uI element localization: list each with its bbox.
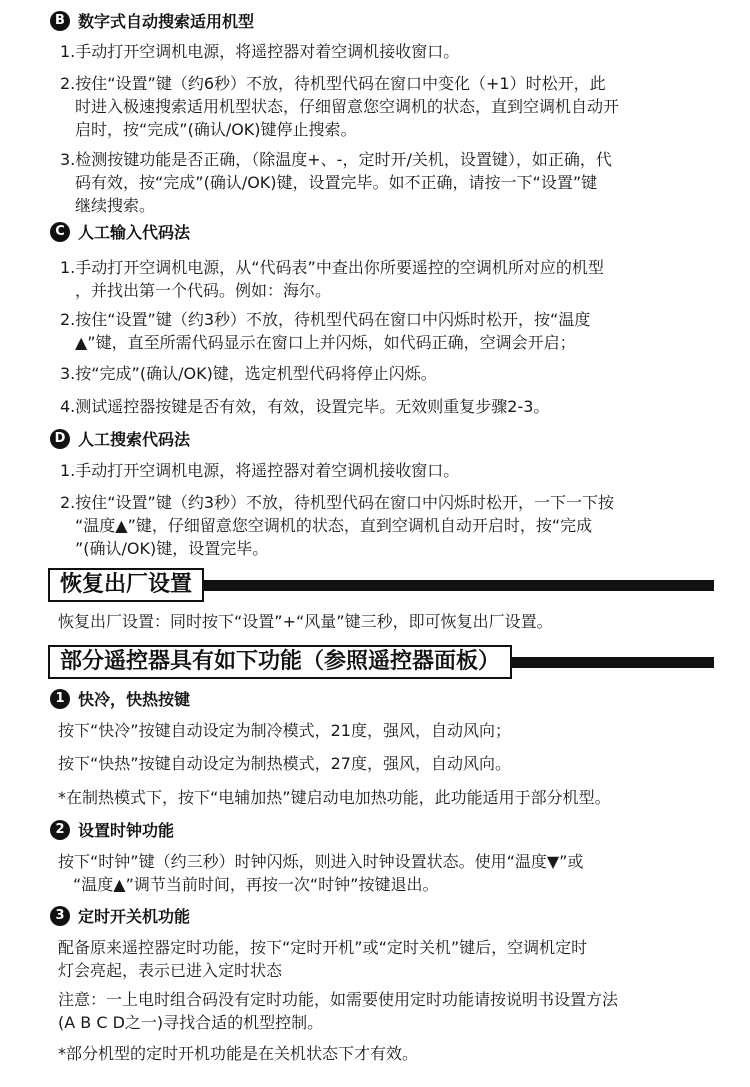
section-c-item-2 xyxy=(60,308,720,354)
section-c-header xyxy=(50,220,190,243)
function-3-para-2-line1: 注意：一上电时组合码没有定时功能，如需要使用定时功能请按说明书设置方法 xyxy=(58,990,619,1009)
function-3-para-1 xyxy=(58,936,718,982)
function-2-badge: 2 xyxy=(50,820,70,840)
section-c-item-3 xyxy=(60,362,720,385)
function-2-line1: 按下“时钟”键（约三秒）时钟闪烁，则进入时钟设置状态。使用“温度▼”或 xyxy=(58,852,584,871)
section-d-header xyxy=(50,427,190,450)
section-b-item-1 xyxy=(60,40,720,63)
function-1-line-2: 按下“快热”按键自动设定为制热模式，27度，强风，自动风向。 xyxy=(58,754,511,773)
function-3-badge: 3 xyxy=(50,906,70,926)
section-c-item-2-line1: 2.按住“设置”键（约3秒）不放，待机型代码在窗口中闪烁时松开，按“温度 xyxy=(60,310,591,329)
factory-reset-text: 恢复出厂设置：同时按下“设置”+“风量”键三秒，即可恢复出厂设置。 xyxy=(58,612,553,631)
function-3-para-2-line2: (A B C D之一)寻找合适的机型控制。 xyxy=(58,1013,324,1032)
function-1-title: 快冷，快热按键 xyxy=(78,690,191,709)
section-c-item-4 xyxy=(60,395,720,418)
section-b-item-3-line3: 继续搜索。 xyxy=(75,196,156,215)
section-b-item-3-line1: 3.检测按键功能是否正确，（除温度+、-，定时开/关机，设置键），如正确，代 xyxy=(60,150,612,169)
section-b-badge: B xyxy=(50,11,70,31)
section-c-item-4-line1: 4.测试遥控器按键是否有效，有效，设置完毕。无效则重复步骤2-3。 xyxy=(60,397,550,416)
section-c-badge: C xyxy=(50,222,70,242)
function-3-para-2 xyxy=(58,988,718,1034)
section-c-title: 人工输入代码法 xyxy=(78,223,191,242)
section-b-item-1-line1: 1.手动打开空调机电源，将遥控器对着空调机接收窗口。 xyxy=(60,42,460,61)
section-d-title: 人工搜索代码法 xyxy=(78,430,191,449)
section-b-title: 数字式自动搜索适用机型 xyxy=(78,12,255,31)
function-3-title: 定时开关机功能 xyxy=(78,907,191,926)
section-b-item-3-line2: 码有效，按“完成”(确认/OK)键，设置完毕。如不正确，请按一下“设置”键 xyxy=(75,173,598,192)
functions-title: 部分遥控器具有如下功能（参照遥控器面板） xyxy=(48,645,512,679)
section-c-item-1 xyxy=(60,256,720,302)
functions-header xyxy=(48,645,714,679)
section-b-item-2-line2: 时进入极速搜索适用机型状态，仔细留意您空调机的状态，直到空调机自动开 xyxy=(75,97,620,116)
function-2-title: 设置时钟功能 xyxy=(78,821,175,840)
factory-reset-title: 恢复出厂设置 xyxy=(48,568,204,602)
function-1-header xyxy=(50,687,190,710)
function-2-line2: “温度▲”调节当前时间，再按一次“时钟”按键退出。 xyxy=(73,875,439,894)
section-d-item-2-line1: 2.按住“设置”键（约3秒）不放，待机型代码在窗口中闪烁时松开，一下一下按 xyxy=(60,493,615,512)
factory-reset-header xyxy=(48,568,714,602)
section-b-item-2-line1: 2.按住“设置”键（约6秒）不放，待机型代码在窗口中变化（+1）时松开，此 xyxy=(60,74,606,93)
function-3-para-1-line1: 配备原来遥控器定时功能，按下“定时开机”或“定时关机”键后，空调机定时 xyxy=(58,938,588,957)
function-3-para-3: *部分机型的定时开机功能是在关机状态下才有效。 xyxy=(58,1044,419,1063)
section-b-item-3 xyxy=(60,148,720,217)
section-c-item-1-line1: 1.手动打开空调机电源，从“代码表”中查出你所要遥控的空调机所对应的机型 xyxy=(60,258,604,277)
function-3-header xyxy=(50,904,190,927)
function-2-header xyxy=(50,818,174,841)
section-c-item-1-line2: ，并找出第一个代码。例如：海尔。 xyxy=(75,281,332,300)
section-d-item-1-line1: 1.手动打开空调机电源，将遥控器对着空调机接收窗口。 xyxy=(60,461,460,480)
section-d-item-2 xyxy=(60,491,720,560)
section-d-item-1 xyxy=(60,459,720,482)
section-d-item-2-line3: ”(确认/OK)键，设置完毕。 xyxy=(75,539,269,558)
section-d-badge: D xyxy=(50,429,70,449)
function-3-para-1-line2: 灯会亮起，表示已进入定时状态 xyxy=(58,961,283,980)
section-b-item-2-line3: 启时，按“完成”(确认/OK)键停止搜索。 xyxy=(75,120,357,139)
function-1-badge: 1 xyxy=(50,689,70,709)
function-1-line-1: 按下“快冷”按键自动设定为制冷模式，21度，强风，自动风向； xyxy=(58,721,511,740)
section-b-header xyxy=(50,9,254,32)
function-1-line-3: *在制热模式下，按下“电辅加热”键启动电加热功能，此功能适用于部分机型。 xyxy=(58,788,611,807)
section-d-item-2-line2: “温度▲”键，仔细留意您空调机的状态，直到空调机自动开启时，按“完成 xyxy=(75,516,593,535)
section-c-item-3-line1: 3.按“完成”(确认/OK)键，选定机型代码将停止闪烁。 xyxy=(60,364,437,383)
function-2-text xyxy=(58,850,718,896)
section-b-item-2 xyxy=(60,72,720,141)
section-c-item-2-line2: ▲”键，直至所需代码显示在窗口上并闪烁，如代码正确，空调会开启； xyxy=(75,333,576,352)
